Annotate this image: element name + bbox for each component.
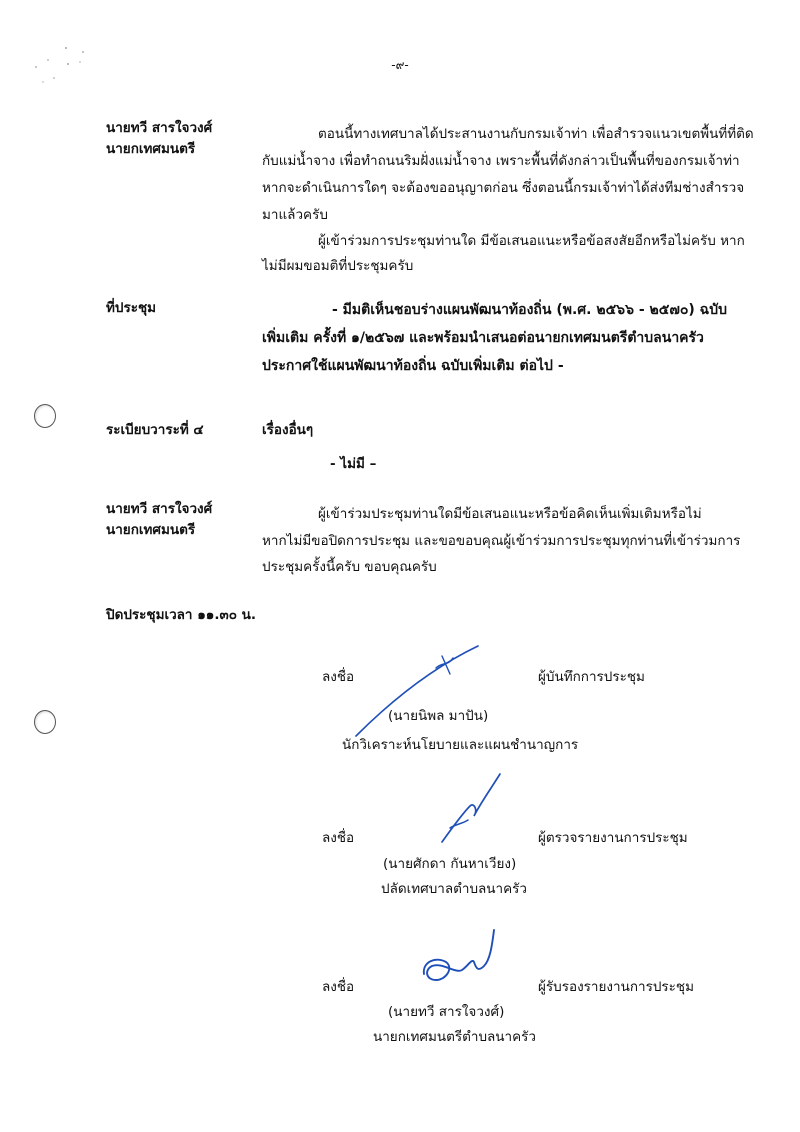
signature-title: นายกเทศมนตรีตำบลนาครัว xyxy=(373,1029,536,1045)
speaker-block-1 xyxy=(106,118,212,160)
paragraph-line: ไม่มีผมขอมติที่ประชุมครับ xyxy=(262,258,414,274)
paragraph-line: ตอนนี้ทางเทศบาลได้ประสานงานกับกรมเจ้าท่า เพื่อสำรวจแนวเขตพื้นที่ที่ติด xyxy=(318,126,754,142)
resolution-line: - มีมติเห็นชอบร่างแผนพัฒนาท้องถิ่น (พ.ศ. ๒๕๖๖ - ๒๕๗๐) ฉบับ xyxy=(332,302,727,318)
closing-time: ปิดประชุมเวลา ๑๑.๓๐ น. xyxy=(106,607,257,623)
agenda-title: เรื่องอื่นๆ xyxy=(262,422,314,438)
speaker-title: นายกเทศมนตรี xyxy=(106,141,196,157)
paragraph-line: หากจะดำเนินการใดๆ จะต้องขออนุญาตก่อน ซึ่งตอนนี้กรมเจ้าท่าได้ส่งทีมช่างสำรวจ xyxy=(262,180,745,196)
paragraph-line: กับแม่น้ำจาง เพื่อทำถนนริมฝั่งแม่น้ำจาง เพราะพื้นที่ดังกล่าวเป็นพื้นที่ของกรมเจ้าท่า xyxy=(262,153,740,169)
punch-hole-lower xyxy=(34,710,56,734)
agenda-label: ระเบียบวาระที่ ๔ xyxy=(106,422,204,438)
paragraph-line: ผู้เข้าร่วมการประชุมท่านใด มีข้อเสนอแนะหรือข้อสงสัยอีกหรือไม่ครับ หาก xyxy=(318,233,745,249)
paragraph-line: หากไม่มีขอปิดการประชุม และขอขอบคุณผู้เข้าร่วมการประชุมทุกท่านที่เข้าร่วมการ xyxy=(262,533,741,549)
signature-name: (นายทวี สารใจวงศ์) xyxy=(388,1004,505,1020)
punch-hole-upper xyxy=(34,404,56,428)
resolution-line: เพิ่มเติม ครั้งที่ ๑/๒๕๖๗ และพร้อมนำเสนอต่อนายกเทศมนตรีตำบลนาครัว xyxy=(262,330,704,346)
signature-label: ลงชื่อ xyxy=(322,669,355,685)
signature-role: ผู้บันทึกการประชุม xyxy=(538,669,645,685)
paragraph-line: ประชุมครั้งนี้ครับ ขอบคุณครับ xyxy=(262,559,437,575)
paragraph-line: ผู้เข้าร่วมประชุมท่านใดมีข้อเสนอแนะหรือข้อคิดเห็นเพิ่มเติมหรือไม่ xyxy=(318,506,702,522)
speaker-block-2 xyxy=(106,499,212,541)
speaker-name: นายทวี สารใจวงศ์ xyxy=(106,120,213,136)
speaker-title: นายกเทศมนตรี xyxy=(106,522,196,538)
paragraph-line: มาแล้วครับ xyxy=(262,207,328,223)
speaker-meeting: ที่ประชุม xyxy=(106,300,157,316)
speaker-name: นายทวี สารใจวงศ์ xyxy=(106,501,213,517)
signature-role: ผู้รับรองรายงานการประชุม xyxy=(538,979,694,995)
page-number: -๙- xyxy=(391,58,409,72)
signature-label: ลงชื่อ xyxy=(322,830,355,846)
handwritten-signature-3 xyxy=(416,926,506,996)
signature-role: ผู้ตรวจรายงานการประชุม xyxy=(538,830,688,846)
signature-title: นักวิเคราะห์นโยบายและแผนชำนาญการ xyxy=(342,737,579,753)
handwritten-signature-2 xyxy=(430,770,510,850)
signature-label: ลงชื่อ xyxy=(322,979,355,995)
signature-title: ปลัดเทศบาลตำบลนาครัว xyxy=(381,881,527,897)
agenda-note: - ไม่มี – xyxy=(330,456,377,472)
signature-name: (นายนิพล มาปัน) xyxy=(388,708,489,724)
signature-name: (นายศักดา กันหาเวียง) xyxy=(383,856,517,872)
resolution-line: ประกาศใช้แผนพัฒนาท้องถิ่น ฉบับเพิ่มเติม ต่อไป - xyxy=(262,358,564,374)
